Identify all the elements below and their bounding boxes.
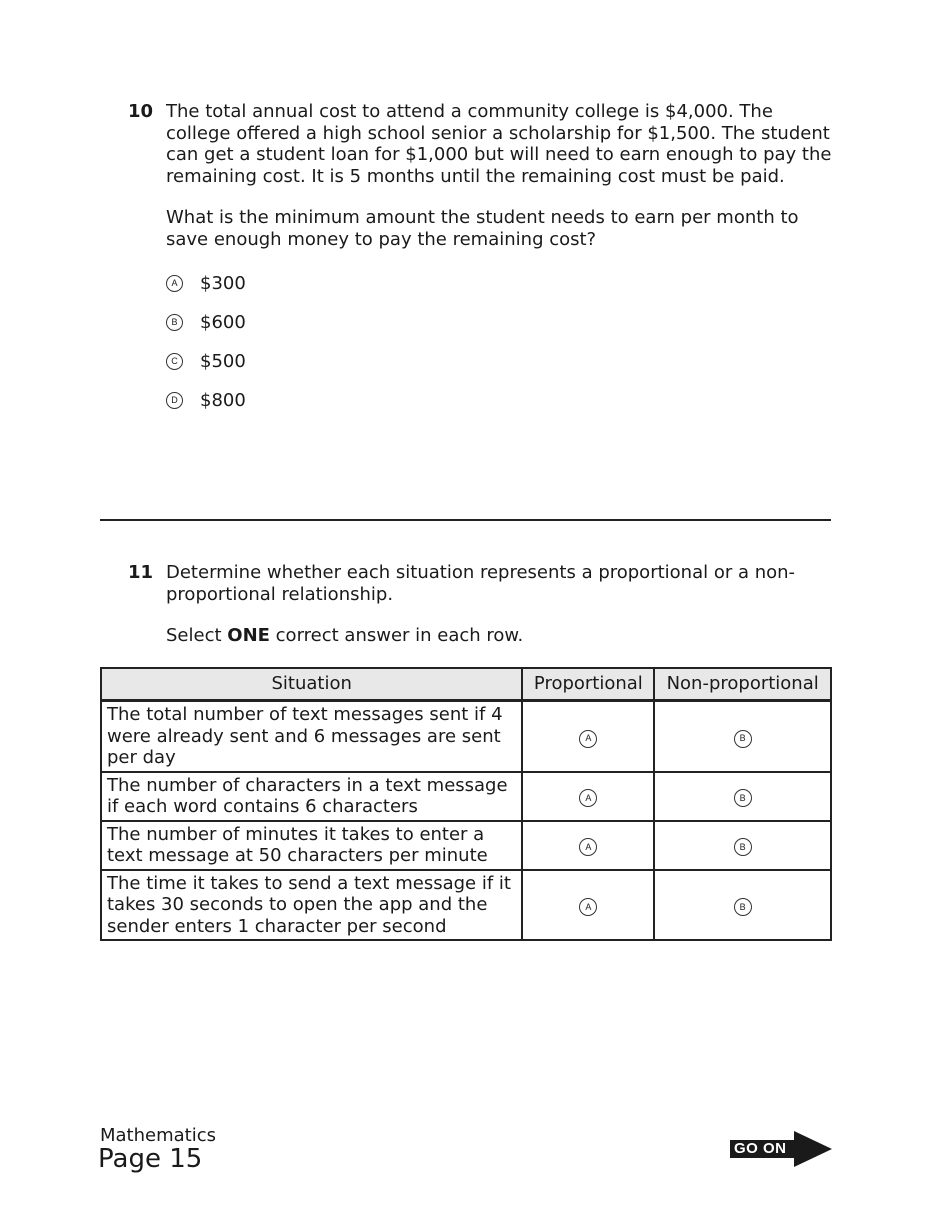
answer-choices <box>166 264 833 420</box>
question-11 <box>128 562 833 647</box>
non-proportional-cell[interactable] <box>654 821 831 870</box>
situation-cell: The total number of text messages sent if 4 were already sent and 6 messages are sent per day <box>101 701 522 772</box>
proportional-cell[interactable] <box>522 870 654 941</box>
choice-a-bubble[interactable]: A <box>166 275 183 292</box>
instruction-prefix: Select <box>166 625 228 646</box>
page-number: Page 15 <box>98 1144 203 1174</box>
proportional-cell[interactable] <box>522 701 654 772</box>
arrow-head-icon <box>794 1131 832 1167</box>
choice-b[interactable] <box>166 303 833 342</box>
go-on-arrow-icon <box>730 1131 832 1167</box>
proportional-bubble[interactable]: A <box>579 730 597 748</box>
header-proportional: Proportional <box>522 668 654 701</box>
choice-b-text: $600 <box>200 311 246 333</box>
go-on-label: GO ON <box>734 1140 787 1157</box>
choice-d-bubble[interactable]: D <box>166 392 183 409</box>
question-number: 11 <box>128 562 154 583</box>
choice-c[interactable] <box>166 342 833 381</box>
proportional-bubble[interactable]: A <box>579 838 597 856</box>
proportional-bubble[interactable]: A <box>579 789 597 807</box>
non-proportional-bubble[interactable]: B <box>734 730 752 748</box>
footer-subject: Mathematics <box>100 1125 216 1146</box>
non-proportional-bubble[interactable]: B <box>734 898 752 916</box>
question-stem: The total annual cost to attend a community college is $4,000. The college offered a high school senior a scholarship for $1,500. The student can get a student loan for $1,000 but will need to earn enough to pay the remaining cost. It is 5 months until the remaining cost must be paid. <box>166 101 832 187</box>
choice-c-bubble[interactable]: C <box>166 353 183 370</box>
choice-b-bubble[interactable]: B <box>166 314 183 331</box>
question-instruction <box>166 625 833 647</box>
choice-c-text: $500 <box>200 350 246 372</box>
proportionality-table <box>100 667 832 941</box>
non-proportional-cell[interactable] <box>654 870 831 941</box>
instruction-emphasis: ONE <box>227 625 270 646</box>
choice-d-text: $800 <box>200 389 246 411</box>
question-prompt: What is the minimum amount the student needs to earn per month to save enough money to pay the remaining cost? <box>166 207 799 250</box>
header-non-proportional: Non-proportional <box>654 668 831 701</box>
situation-cell: The time it takes to send a text message if it takes 30 seconds to open the app and the sender enters 1 character per second <box>101 870 522 941</box>
question-number: 10 <box>128 101 154 122</box>
non-proportional-cell[interactable] <box>654 772 831 821</box>
table-row <box>101 821 831 870</box>
table-header-row <box>101 668 831 701</box>
situation-cell: The number of minutes it takes to enter a text message at 50 characters per minute <box>101 821 522 870</box>
header-situation: Situation <box>101 668 522 701</box>
choice-a-text: $300 <box>200 272 246 294</box>
choice-d[interactable] <box>166 381 833 420</box>
table-row <box>101 701 831 772</box>
question-stem: Determine whether each situation represents a proportional or a non-proportional relationship. <box>166 562 796 605</box>
table-row <box>101 772 831 821</box>
instruction-suffix: correct answer in each row. <box>269 625 524 646</box>
proportional-bubble[interactable]: A <box>579 898 597 916</box>
table-row <box>101 870 831 941</box>
proportional-cell[interactable] <box>522 821 654 870</box>
non-proportional-bubble[interactable]: B <box>734 838 752 856</box>
non-proportional-cell[interactable] <box>654 701 831 772</box>
choice-a[interactable] <box>166 264 833 303</box>
question-10 <box>128 101 833 420</box>
proportional-cell[interactable] <box>522 772 654 821</box>
situation-cell: The number of characters in a text message if each word contains 6 characters <box>101 772 522 821</box>
section-divider <box>100 519 831 521</box>
non-proportional-bubble[interactable]: B <box>734 789 752 807</box>
